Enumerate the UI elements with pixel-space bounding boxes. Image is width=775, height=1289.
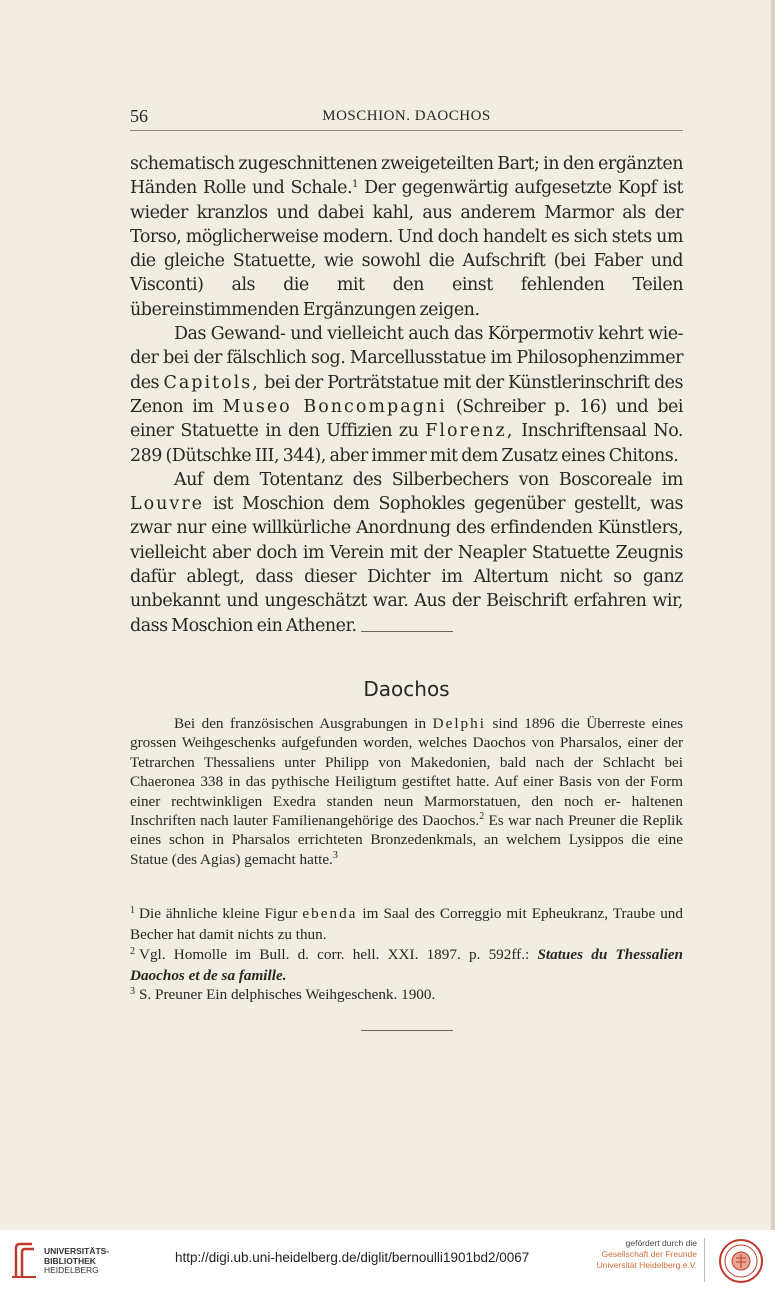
running-head: MOSCHION. DAOCHOS (322, 108, 491, 124)
section-title: Daochos (363, 677, 450, 701)
paragraph-3: Auf dem Totentanz des Silberbechers von Boscoreale im Louvre ist Moschion dem Sophokles gegenüber gestellt, was zwar nur eine willkürliche Anordnung des erfindenden Künstlers, vielleicht aber doch im Verein mit der Neapler Statuette Zeugnis dafür ablegt, dass dieser Dichter im Altertum nicht so ganz unbekannt und ungeschätzt war. Aus der Beischrift erfahren wir, dass Moschion ein Athener. (130, 469, 683, 636)
footer-bar (0, 1230, 775, 1289)
footnote-ref-1[interactable]: 1 (352, 179, 358, 191)
footer-divider (704, 1238, 705, 1282)
page-header (130, 104, 683, 131)
page-number: 56 (130, 106, 148, 126)
university-seal-icon[interactable] (718, 1238, 764, 1284)
section-divider-top (361, 631, 453, 632)
section-text: Bei den französischen Ausgrabungen in Delphi sind 1896 die Überreste eines grossen Weihgeschenks aufgefunden worden, welches Daochos von Pharsalos, einer der Tetrarchen Thessaliens unter Philipp von Makedonien, bald nach der Schlacht bei Chaeronea 338 in das pythische Heiligtum gestiftet hatte. Auf einer Basis von der Form einer rechtwinkligen Exedra standen neun Marmorstatuen, den noch er- haltenen Inschriften nach lauter Familienangehörige des Daochos.$^2$ Es war nach Preuner die Replik eines schon in Pharsalos errichteten Bronzedenkmals, an welchem Lysippos die eine Statue (des Agias) gemacht hatte.$^3$ (130, 715, 684, 868)
sponsor-text: gefördert durch die Gesellschaft der Freunde Universität Heidelberg e.V. (596, 1238, 697, 1270)
paragraph-1: schematisch zugeschnittenen zweigeteilten Bart; in den ergänzten Händen Rolle und Schale.$^1$ Der gegenwärtig aufgesetzte Kopf ist wieder kranzlos und dabei kahl, aus anderem Marmor als der Torso, möglicherweise modern. Und doch handelt es sich stets um die gleiche Statuette, wie sowohl die Aufschrift (bei Faber und Visconti) als die mit den einst fehlenden Teilen übereinstimmenden Ergänzungen zeigen. (130, 154, 684, 320)
footnote-3: $^3$ S. Preuner Ein delphisches Weihgeschenk. 1900. (130, 986, 436, 1004)
footnote-ref-2[interactable]: 2 (479, 811, 485, 823)
permalink-url[interactable]: http://digi.ub.uni-heidelberg.de/diglit/bernoulli1901bd2/0067 (175, 1250, 530, 1265)
footnote-ref-3[interactable]: 3 (332, 849, 338, 861)
main-text (130, 152, 683, 638)
footnote-2: $^2$ Vgl. Homolle im Bull. d. corr. hell. XXI. 1897. p. 592ff.: Statues du Thessalien Daochos et de sa famille. (130, 945, 683, 984)
section-divider-bottom (361, 1030, 453, 1031)
page-edge (771, 0, 775, 1230)
library-logo-icon[interactable] (10, 1240, 38, 1280)
library-name: UNIVERSITÄTS- BIBLIOTHEK HEIDELBERG (44, 1246, 110, 1275)
footnote-1: $^1$ Die ähnliche kleine Figur ebenda im Saal des Correggio mit Epheukranz, Traube und Becher hat damit nichts zu thun. (130, 905, 683, 944)
paragraph-2: Das Gewand- und vielleicht auch das Körpermotiv kehrt wie-der bei der fälschlich sog. Marcellusstatue im Philosophenzimmer des Capitols, bei der Porträtstatue mit der Künstlerinschrift des Zenon im Museo Boncompagni (Schreiber p. 16) und bei einer Statuette in den Uffizien zu Florenz, Inschriftensaal No. 289 (Dütschke III, 344), aber immer mit dem Zusatz eines Chitons. (130, 324, 683, 466)
footnotes (130, 904, 683, 1006)
